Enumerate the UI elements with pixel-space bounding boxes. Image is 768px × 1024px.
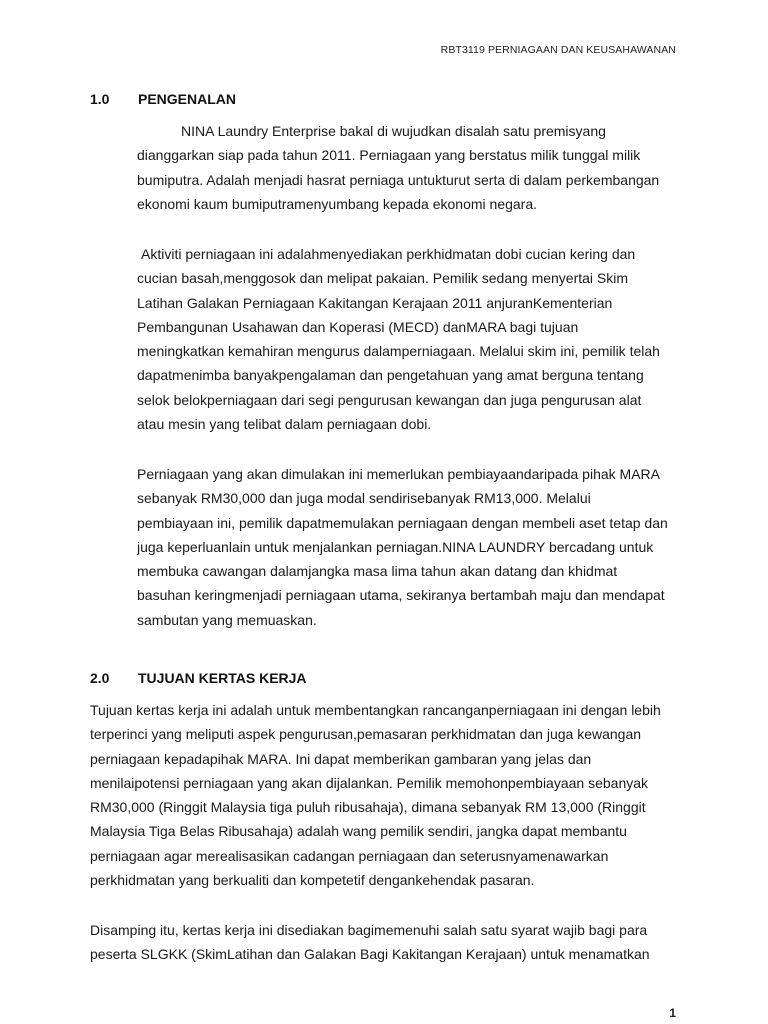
paragraph-line: peserta SLGKK (SkimLatihan dan Galakan Bagi Kakitangan Kerajaan) untuk menamatkan xyxy=(90,946,650,963)
paragraph-line: cucian basah,menggosok dan melipat pakaian. Pemilik sedang menyertai Skim xyxy=(137,270,629,287)
paragraph xyxy=(90,918,690,967)
paragraph-line: basuhan keringmenjadi perniagaan utama, sekiranya bertambah maju dan mendapat xyxy=(137,587,665,604)
paragraph-line: juga keperluanlain untuk menjalankan perniagan.NINA LAUNDRY bercadang untuk xyxy=(137,538,654,555)
paragraph-line: RM30,000 (Ringgit Malaysia tiga puluh ribusahaja), dimana sebanyak RM 13,000 (Ringgit xyxy=(90,799,646,816)
paragraph-line: dianggarkan siap pada tahun 2011. Perniagaan yang berstatus milik tunggal milik xyxy=(137,147,641,164)
paragraph-line: Malaysia Tiga Belas Ribusahaja) adalah wang pemilik sendiri, jangka dapat membantu xyxy=(90,823,627,840)
section-number: 2.0 xyxy=(90,670,110,686)
paragraph-line: ekonomi kaum bumiputramenyumbang kepada ekonomi negara. xyxy=(137,195,538,212)
paragraph-line: Aktiviti perniagaan ini adalahmenyediakan perkhidmatan dobi cucian kering dan xyxy=(141,246,636,262)
paragraph-line: Pembangunan Usahawan dan Koperasi (MECD) danMARA bagi tujuan xyxy=(137,318,579,335)
paragraph xyxy=(90,698,690,892)
paragraph-line: NINA Laundry Enterprise bakal di wujudkan disalah satu premisyang xyxy=(181,123,606,139)
paragraph-line: Perniagaan yang akan dimulakan ini memerlukan pembiayaandaripada pihak MARA xyxy=(137,466,660,482)
page-number: 1 xyxy=(669,1006,676,1020)
section-title: PENGENALAN xyxy=(138,91,237,107)
paragraph xyxy=(137,462,697,632)
section-title: TUJUAN KERTAS KERJA xyxy=(138,670,307,686)
paragraph-line: atau mesin yang telibat dalam perniagaan dobi. xyxy=(137,416,432,433)
running-header: RBT3119 PERNIAGAAN DAN KEUSAHAWANAN xyxy=(440,44,676,56)
paragraph-line: sambutan yang memuaskan. xyxy=(137,611,317,628)
section-number: 1.0 xyxy=(90,91,110,107)
paragraph-line: perkhidmatan yang berkualiti dan kompetetif dengankehendak pasaran. xyxy=(90,872,535,889)
paragraph-line: menilaipotensi perniagaan yang akan dijalankan. Pemilik memohonpembiayaan sebanyak xyxy=(90,774,649,791)
paragraph-line: terperinci yang meliputi aspek pengurusan,pemasaran perkhidmatan dan juga kewangan xyxy=(90,726,642,743)
paragraph-line: bumiputra. Adalah menjadi hasrat perniaga untukturut serta di dalam perkembangan xyxy=(137,171,660,188)
paragraph-line: perniagaan kepadapihak MARA. Ini dapat memberikan gambaran yang jelas dan xyxy=(90,750,592,767)
paragraph-line: dapatmenimba banyakpengalaman dan pengetahuan yang amat berguna tentang xyxy=(137,367,644,384)
paragraph-line: Latihan Galakan Perniagaan Kakitangan Kerajaan 2011 anjuranKementerian xyxy=(137,294,613,311)
paragraph-line: Disamping itu, kertas kerja ini disediakan bagimemenuhi salah satu syarat wajib bagi para xyxy=(90,922,648,938)
paragraph-line: pembiayaan ini, pemilik dapatmemulakan perniagaan dengan membeli aset tetap dan xyxy=(137,514,668,531)
paragraph-line: selok belokperniagaan dari segi pengurusan kewangan dan juga pengurusan alat xyxy=(137,391,642,408)
paragraph-line: perniagaan agar merealisasikan cadangan perniagaan dan seterusnyamenawarkan xyxy=(90,847,609,864)
paragraph-line: Tujuan kertas kerja ini adalah untuk membentangkan rancanganperniagaan ini dengan lebih xyxy=(90,702,661,718)
paragraph xyxy=(137,242,697,436)
paragraph-line: sebanyak RM30,000 dan juga modal sendirisebanyak RM13,000. Melalui xyxy=(137,490,591,507)
paragraph-line: meningkatkan kemahiran mengurus dalamperniagaan. Melalui skim ini, pemilik telah xyxy=(137,343,660,360)
section-heading-pengenalan xyxy=(90,91,236,107)
paragraph xyxy=(137,119,697,216)
paragraph-line: membuka cawangan dalamjangka masa lima tahun akan datang dan khidmat xyxy=(137,563,618,580)
section-heading-tujuan xyxy=(90,670,307,686)
